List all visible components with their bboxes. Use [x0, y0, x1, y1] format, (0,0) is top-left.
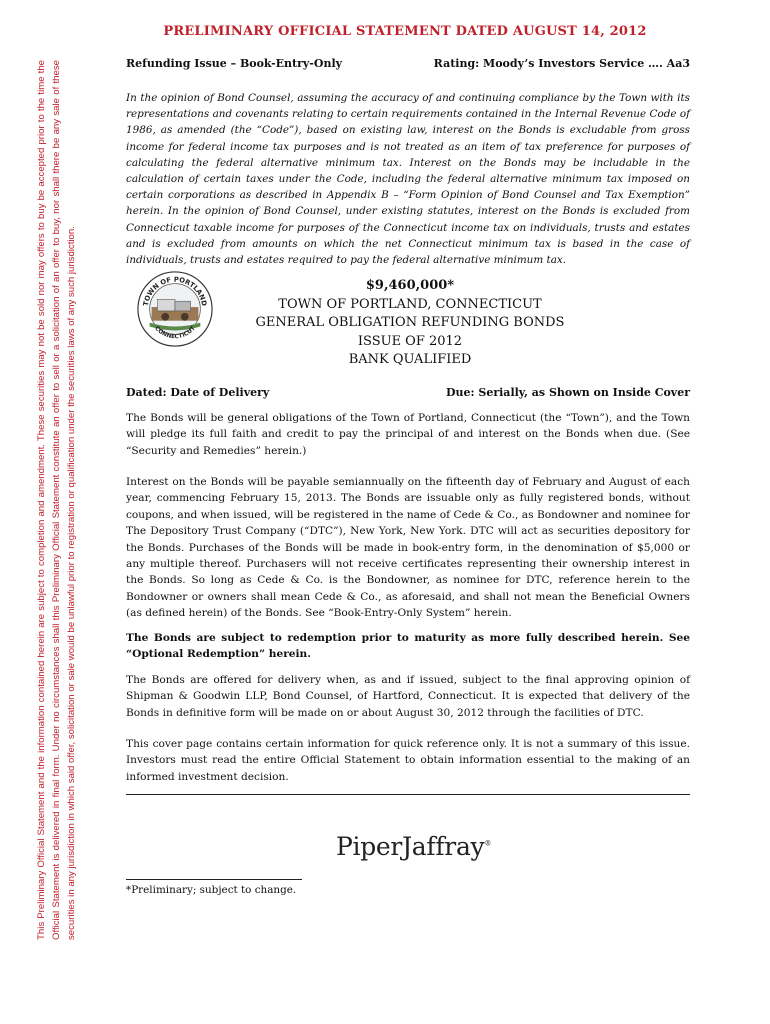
svg-text:TOWN OF PORTLAND: TOWN OF PORTLAND	[141, 275, 209, 307]
paragraph-delivery: The Bonds are offered for delivery when, as and if issued, subject to the final approving opinion of Shipman & Goodwin LLP, Bond Counsel, of Hartford, Connecticut. It is expected that delivery of the Bonds in definitive form will be made on or about August 30, 2012 through the facilities of DTC.	[126, 674, 690, 719]
bond-name: GENERAL OBLIGATION REFUNDING BONDS	[255, 315, 565, 331]
dated-due-row	[126, 386, 690, 399]
due-label: Due: Serially, as Shown on Inside Cover	[445, 386, 690, 399]
issuer-name: TOWN OF PORTLAND, CONNECTICUT	[278, 296, 542, 312]
bank-qualified: BANK QUALIFIED	[348, 352, 472, 368]
bond-counsel-opinion: In the opinion of Bond Counsel, assuming the accuracy of and continuing compliance by the Town with its representations and covenants relating to certain requirements contained in the Internal Revenue Code of 1986, as amended (the “Code”), based on existing law, interest on the Bonds is excludable from gross income for federal income tax purposes and is not treated as an item of tax preference for purposes of calculating the federal alternative minimum tax. Interest on the Bonds may be includable in the calculation of certain taxes under the Code, including the federal alternative minimum tax imposed on certain corporations as described in Appendix B – “Form Opinion of Bond Counsel and Tax Exemption” herein. In the opinion of Bond Counsel, under existing statutes, interest on the Bonds is excluded from Connecticut taxable income for purposes of the Connecticut income tax on individuals, trusts and estates and is excluded from amounts on which the net Connecticut minimum tax is based in the case of individuals, trusts and estates required to pay the federal alternative minimum tax.	[126, 92, 690, 267]
divider	[126, 794, 690, 795]
paragraph-quick-reference: This cover page contains certain information for quick reference only. It is not a summary of this issue. Investors must read the entire Official Statement to obtain information essential to the making of an informed investment decision.	[126, 738, 690, 783]
issue-header-row	[126, 57, 690, 70]
paragraph-redemption: The Bonds are subject to redemption prior to maturity as more fully described herein. See “Optional Redemption” herein.	[126, 632, 690, 661]
issue-year: ISSUE OF 2012	[357, 333, 463, 349]
bond-amount: $9,460,000*	[365, 278, 455, 293]
issue-type: Refunding Issue – Book-Entry-Only	[126, 57, 343, 70]
piper-jaffray-logo	[336, 832, 491, 861]
paragraph-interest: Interest on the Bonds will be payable semiannually on the fifteenth day of February and August of each year, commencing February 15, 2013. The Bonds are issuable only as fully registered bonds, without coupons, and when issued, will be registered in the name of Cede & Co., as Bondowner and nominee for The Depository Trust Company (“DTC”), New York, New York. DTC will act as securities depository for the Bonds. Purchases of the Bonds will be made in book-entry form, in the denomination of $5,000 or any multiple thereof. Purchasers will not receive certificates representing their ownership interest in the Bonds. So long as Cede & Co. is the Bondowner, as nominee for DTC, reference herein to the Bondowner or owners shall mean Cede & Co., as aforesaid, and shall not mean the Beneficial Owners (as defined herein) of the Bonds. See “Book-Entry-Only System” herein.	[126, 476, 690, 620]
dated-label: Dated: Date of Delivery	[126, 386, 270, 399]
bond-title-block	[200, 277, 620, 370]
paragraph-general-obligations: The Bonds will be general obligations of the Town of Portland, Connecticut (the “Town”), and the Town will pledge its full faith and credit to pay the principal of and interest on the Bonds when due. (See “Security and Remedies” herein.)	[126, 412, 690, 457]
preliminary-disclaimer-sidebar: This Preliminary Official Statement and the information contained herein are subject to completion and amendment. These securities may not be sold nor may offers to buy be accepted prior to the time the Official Statement is delivered in final form. Under no circumstances shall this Preliminary Official Statement constitute an offer to sell or a solicitation of an offer to buy, nor shall there be any sale of these securities in any jurisdiction in which said offer, solicitation or sale would be unlawful prior to registration or qualification under the securities laws of any such jurisdiction.	[36, 60, 78, 940]
rating: Rating: Moody’s Investors Service …. Aa3	[433, 57, 690, 70]
logo-text: PiperJaffray	[336, 832, 485, 861]
preliminary-statement-title: PRELIMINARY OFFICIAL STATEMENT DATED AUGUST 14, 2012	[163, 24, 647, 39]
footnote-divider	[126, 879, 302, 880]
footnote: *Preliminary; subject to change.	[126, 884, 297, 896]
svg-text:CONNECTICUT: CONNECTICUT	[153, 325, 197, 341]
registered-mark: ®	[484, 839, 492, 848]
